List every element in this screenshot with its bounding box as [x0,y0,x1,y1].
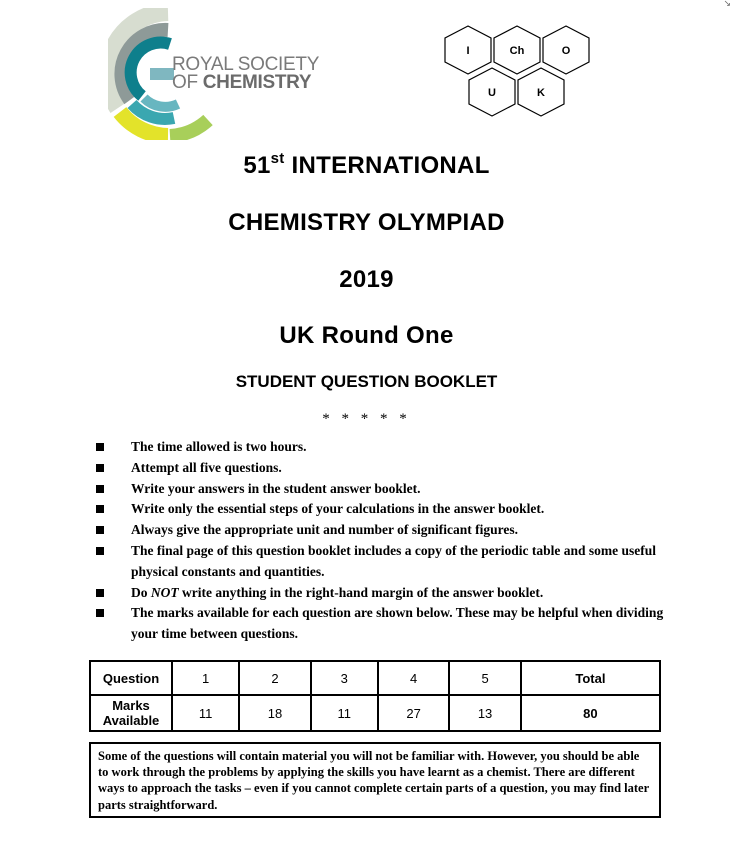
booklet-title: STUDENT QUESTION BOOKLET [235,372,498,391]
square-bullet-icon [96,464,104,472]
total-header: Total [521,661,660,695]
instructions-list [94,437,674,645]
instruction-text: The final page of this question booklet includes a copy of the periodic table and some useful physical constants and quantities. [131,542,657,579]
title-round: UK Round One [279,322,454,349]
title-line-1 [0,152,733,180]
marks-header-line2: Available [102,713,160,728]
table-row-questions [90,661,660,695]
question-number: 4 [378,661,449,695]
square-bullet-icon [96,609,104,617]
instruction-text: Write only the essential steps of your calculations in the answer booklet. [131,501,545,517]
rsc-name-line2-bold: CHEMISTRY [202,72,312,93]
question-header: Question [90,661,172,695]
square-bullet-icon [96,485,104,493]
table-row-marks [90,695,660,731]
square-bullet-icon [96,443,104,451]
instruction-text: The marks available for each question are shown below. These may be helpful when dividing your time between questions. [131,605,664,642]
instruction-item [94,458,674,479]
title-line-2: CHEMISTRY OLYMPIAD [228,209,505,236]
marks-available-header [90,695,172,731]
hexagon-logo-icon [442,22,602,132]
instruction-text: Always give the appropriate unit and number of significant figures. [131,522,519,538]
instruction-text: The time allowed is two hours. [131,439,307,454]
square-bullet-icon [96,526,104,534]
marks-value: 13 [449,695,520,731]
title-year: 2019 [339,266,394,293]
marks-header-line1: Marks [112,698,150,713]
marks-value: 11 [311,695,378,731]
olympiad-number: 51 [243,152,271,179]
instruction-item [94,520,674,541]
emphasis-not: NOT [150,584,179,600]
instruction-text-post: write anything in the right-hand margin of the answer booklet. [178,584,544,600]
instruction-text-pre: Do [131,584,151,600]
rsc-name-line2-prefix: OF [172,72,203,93]
title-international: INTERNATIONAL [284,152,490,179]
hex-label-o: O [561,45,571,57]
hex-label-i: I [466,45,470,57]
question-number: 3 [311,661,378,695]
square-bullet-icon [96,589,104,597]
square-bullet-icon [96,505,104,513]
square-bullet-icon [96,547,104,555]
instruction-text: Attempt all five questions. [131,459,282,475]
instruction-text: Write your answers in the student answer booklet. [131,480,421,496]
hex-label-u: U [488,87,496,99]
marks-value: 27 [378,695,449,731]
question-number: 5 [449,661,520,695]
ordinal-suffix: st [270,150,285,167]
marks-value: 18 [239,695,310,731]
question-number: 2 [239,661,310,695]
rsc-name-line1: ROYAL SOCIETY [172,54,320,75]
instruction-item [94,479,674,500]
instruction-item [94,541,674,583]
hex-label-k: K [537,87,545,99]
advice-note-box: Some of the questions will contain material you will not be familiar with. However, you should be able to work through the problems by applying the skills you have learnt as a chemist. There are different ways to approach the tasks – even if you cannot complete certain parts of a question, you may find later parts straightforward. [89,742,661,818]
instruction-item [94,603,674,645]
icho-uk-logo [442,22,602,132]
page-corner-mark: ↘ [723,0,731,8]
instruction-item [94,437,674,458]
instruction-item [94,499,674,520]
rsc-logo [108,8,328,140]
marks-value: 11 [172,695,239,731]
instruction-item [94,583,674,604]
hex-label-ch: Ch [509,45,525,57]
question-number: 1 [172,661,239,695]
marks-table [89,660,661,732]
separator-stars: * * * * * [322,411,411,427]
total-marks: 80 [521,695,660,731]
